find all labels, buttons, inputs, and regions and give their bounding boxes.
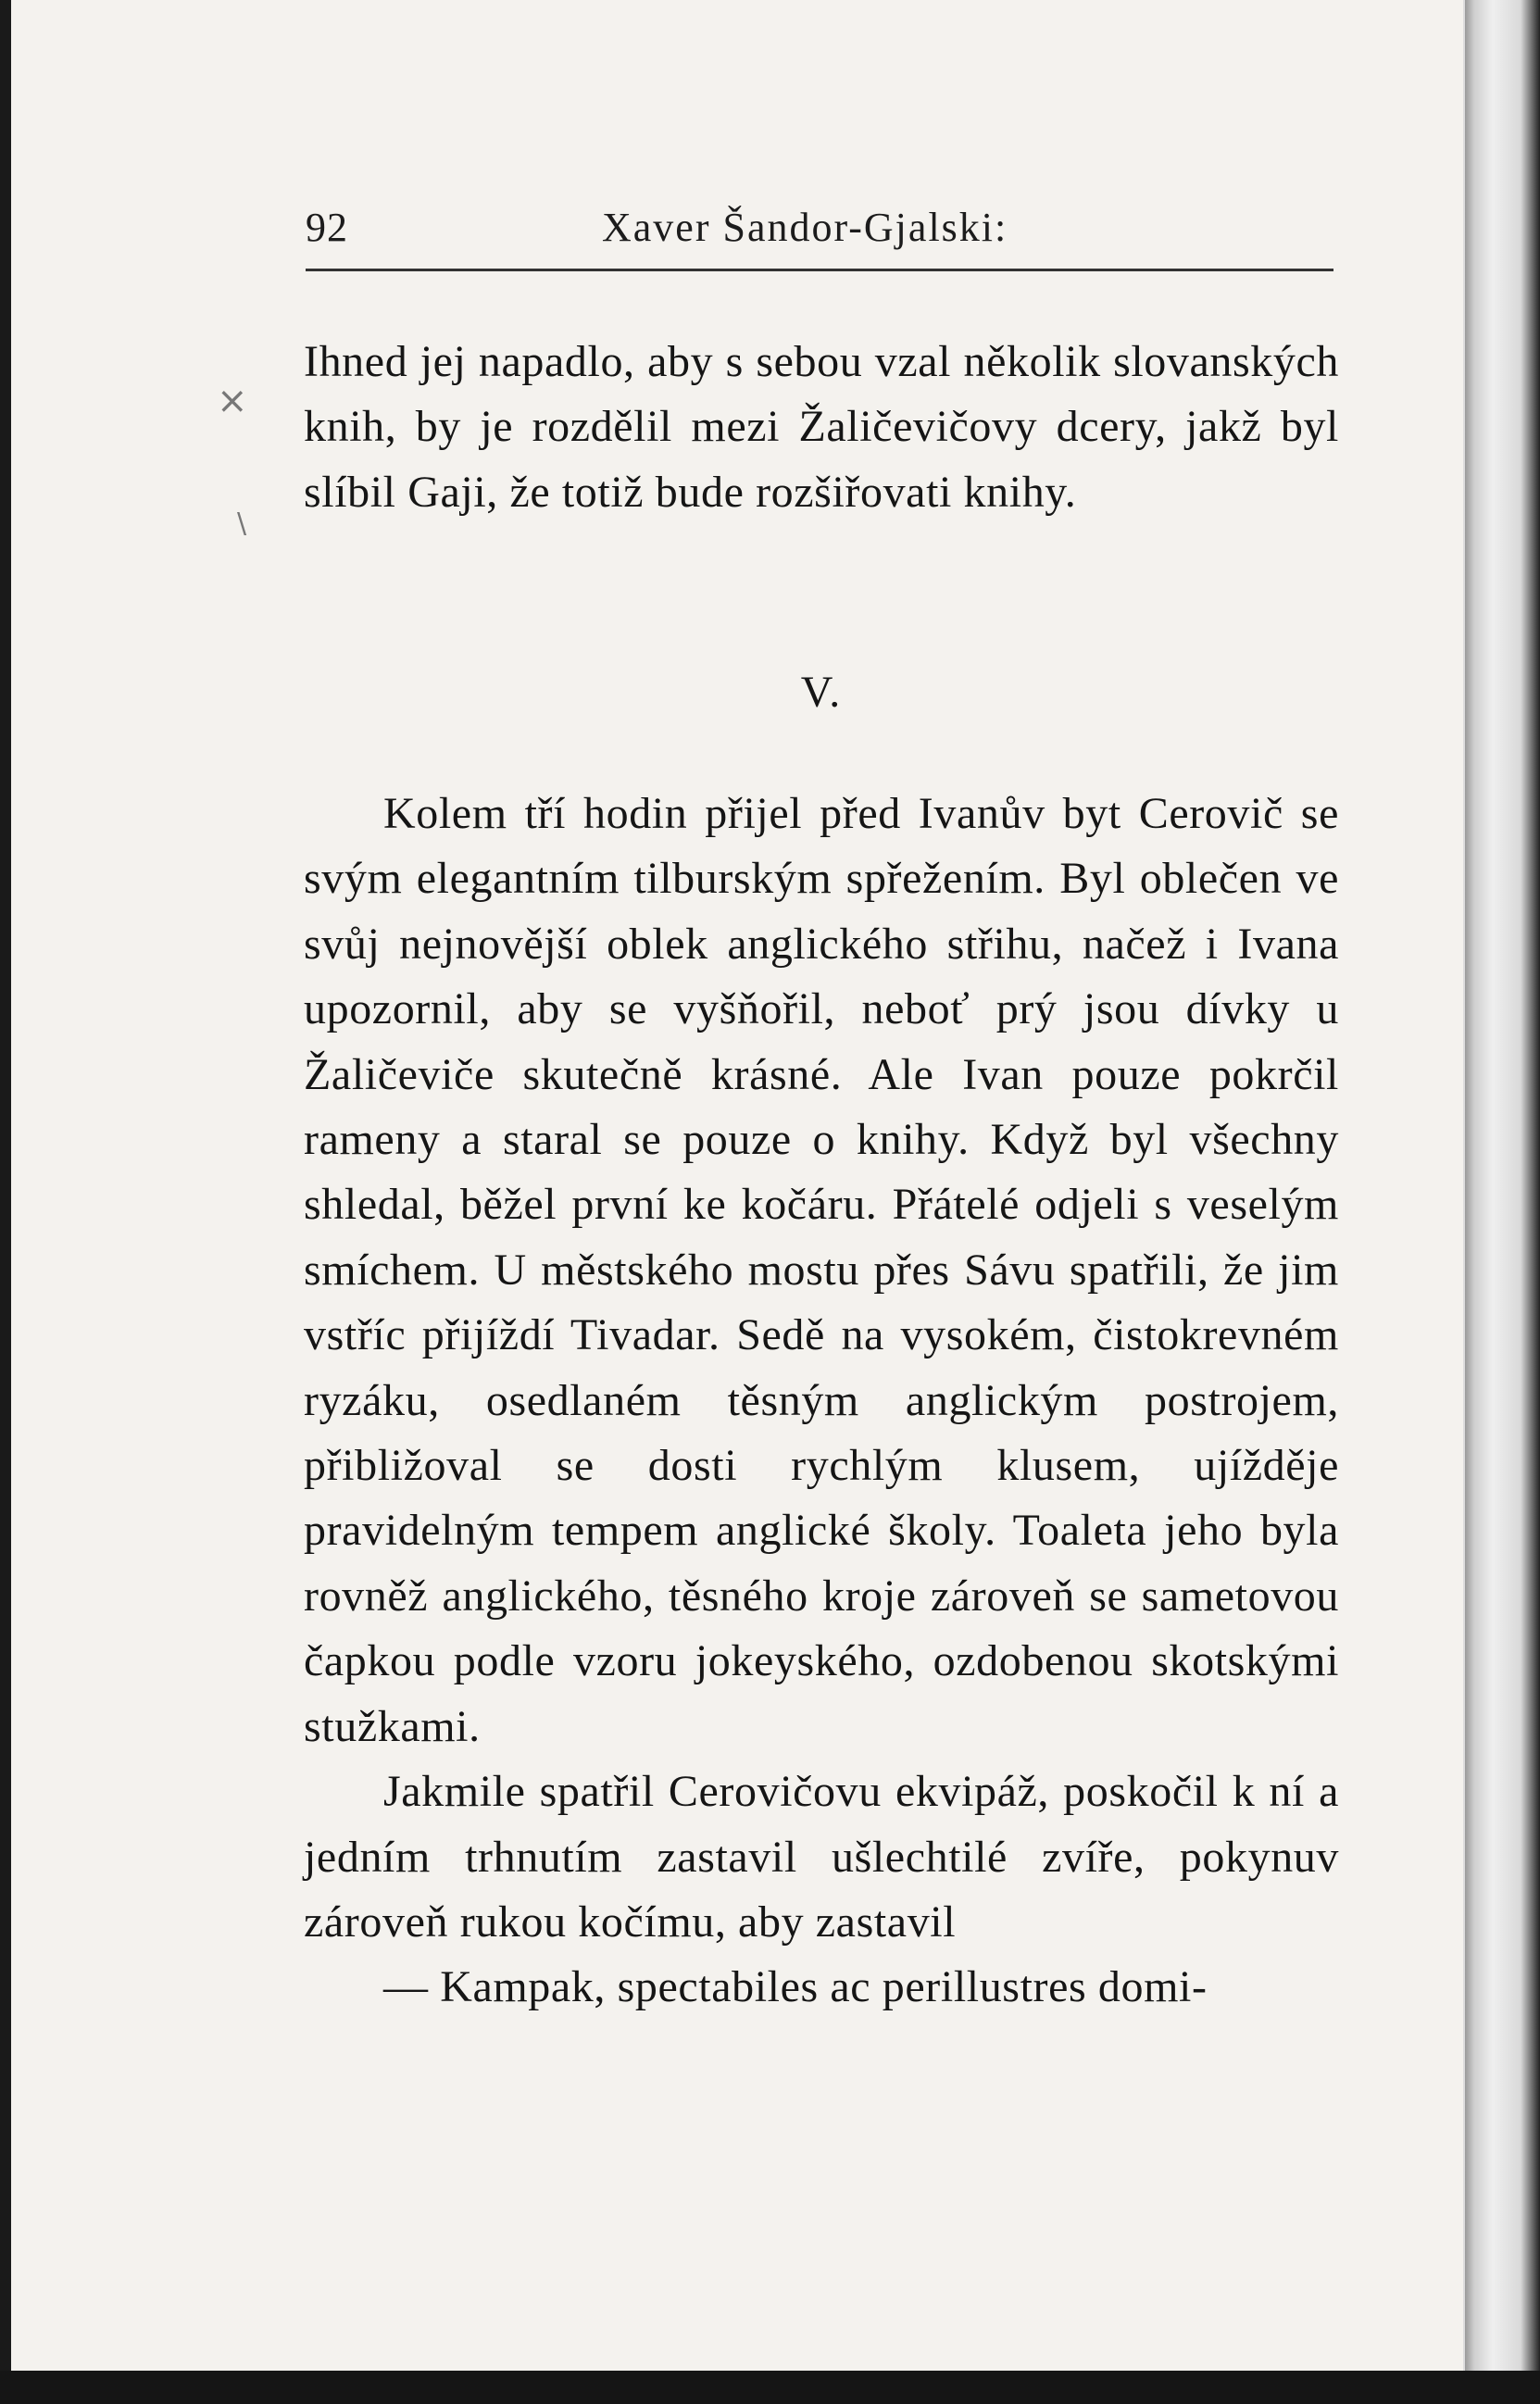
running-head-author: Xaver Šandor-Gjalski: [602,205,1008,250]
text-block-section [304,782,1339,2021]
scan-edge-right [1465,0,1540,2404]
paragraph: Ihned jej napadlo, aby s sebou vzal několik slovanských knih, by je rozdělil mezi Žaličevičovy dcery, jakž byl slíbil Gaji, že totiž bude rozšiřovati knihy. [304,337,1339,517]
section-heading: V. [800,668,843,717]
margin-mark: × [217,380,248,422]
paragraph: Jakmile spatřil Cerovičovu ekvipáž, poskočil k ní a jedním trhnutím zastavil ušlechtilé zvíře, pokynuv zároveň rukou kočímu, aby zastavil [304,1767,1339,1947]
paragraph: — Kampak, spectabiles ac perillustres domi- [383,1962,1208,2012]
page-number: 92 [306,205,348,250]
scan-edge-bottom [0,2371,1540,2404]
running-head [306,194,1333,259]
book-page [11,0,1465,2371]
text-block-intro [304,330,1339,525]
margin-mark: \ [237,507,247,540]
paragraph: Kolem tří hodin přijel před Ivanův byt Cerovič se svým elegantním tilburským spřežením. Byl oblečen ve svůj nejnovější oblek anglického střihu, načež i Ivana upozornil, aby se vyšňořil, neboť prý jsou dívky u Žaličeviče skutečně krásné. Ale Ivan pouze pokrčil rameny a staral se pouze o knihy. Když byl všechny shledal, běžel první ke kočáru. Přátelé odjeli s veselým smíchem. U městského mostu přes Sávu spatřili, že jim vstříc přijíždí Tivadar. Sedě na vysokém, čistokrevném ryzáku, osedlaném těsným anglickým postrojem, přibližoval se dosti rychlým klusem, ujížděje pravidelným tempem anglické školy. Toaleta jeho byla rovněž anglického, těsného kroje zároveň se sametovou čapkou podle vzoru jokeyského, ozdobenou skotskými stužkami. [304,789,1339,1751]
header-rule [306,269,1333,271]
